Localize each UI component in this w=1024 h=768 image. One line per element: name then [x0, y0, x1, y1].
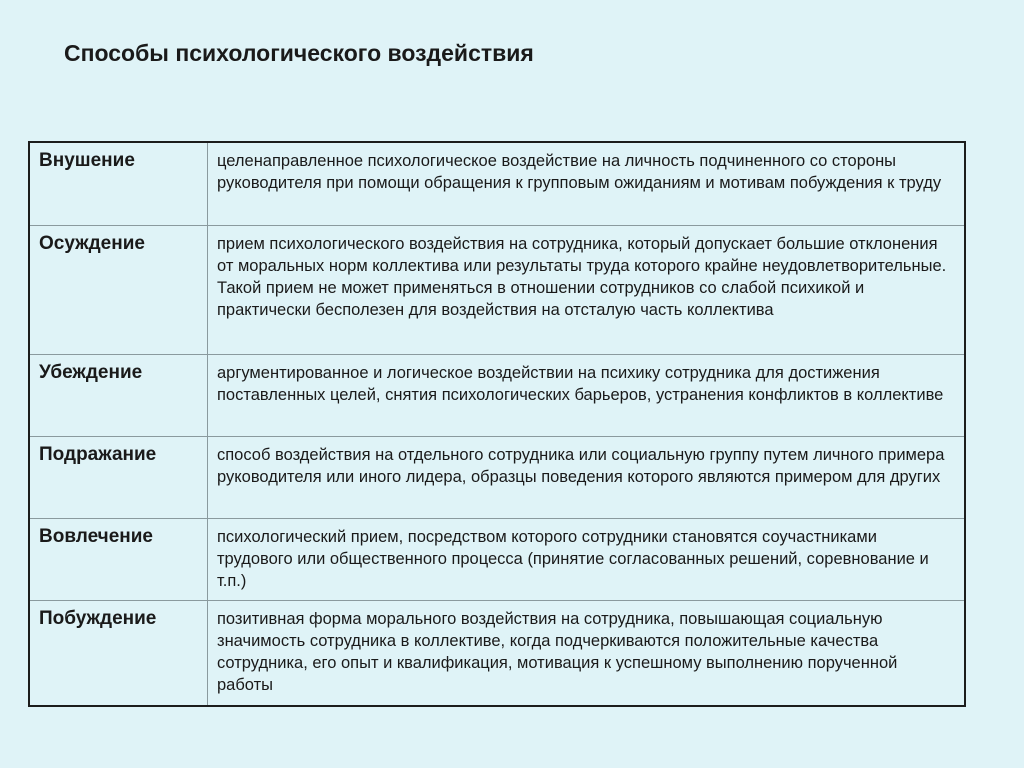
- table-row: [29, 354, 965, 436]
- definition-cell: позитивная форма морального воздействия на сотрудника, повышающая социальную значимость сотрудника в коллективе, когда подчеркиваются положительные качества сотрудника, его опыт и квалификация, мотивация к успешному выполнению порученной работы: [208, 600, 966, 706]
- term-cell: Осуждение: [29, 225, 208, 354]
- definition-cell: прием психологического воздействия на сотрудника, который допускает большие отклонения от моральных норм коллектива или результаты труда которого крайне неудовлетворительные. Такой прием не может применяться в отношении сотрудников со слабой психикой и практически бесполезен для воздействия на отсталую часть коллектива: [208, 225, 966, 354]
- table-row: [29, 436, 965, 518]
- definition-cell: способ воздействия на отдельного сотрудника или социальную группу путем личного примера руководителя или иного лидера, образцы поведения которого являются примером для других: [208, 436, 966, 518]
- term-cell: Подражание: [29, 436, 208, 518]
- definition-cell: целенаправленное психологическое воздействие на личность подчиненного со стороны руководителя при помощи обращения к групповым ожиданиям и мотивам побуждения к труду: [208, 142, 966, 225]
- term-cell: Внушение: [29, 142, 208, 225]
- definition-cell: аргументированное и логическое воздействии на психику сотрудника для достижения поставленных целей, снятия психологических барьеров, устранения конфликтов в коллективе: [208, 354, 966, 436]
- definition-cell: психологический прием, посредством которого сотрудники становятся соучастниками трудового или общественного процесса (принятие согласованных решений, соревнование и т.п.): [208, 518, 966, 600]
- methods-table: [28, 141, 966, 707]
- table-row: [29, 600, 965, 706]
- page-title: Способы психологического воздействия: [64, 40, 534, 66]
- table-row: [29, 518, 965, 600]
- table-row: [29, 142, 965, 225]
- table-row: [29, 225, 965, 354]
- term-cell: Побуждение: [29, 600, 208, 706]
- term-cell: Вовлечение: [29, 518, 208, 600]
- term-cell: Убеждение: [29, 354, 208, 436]
